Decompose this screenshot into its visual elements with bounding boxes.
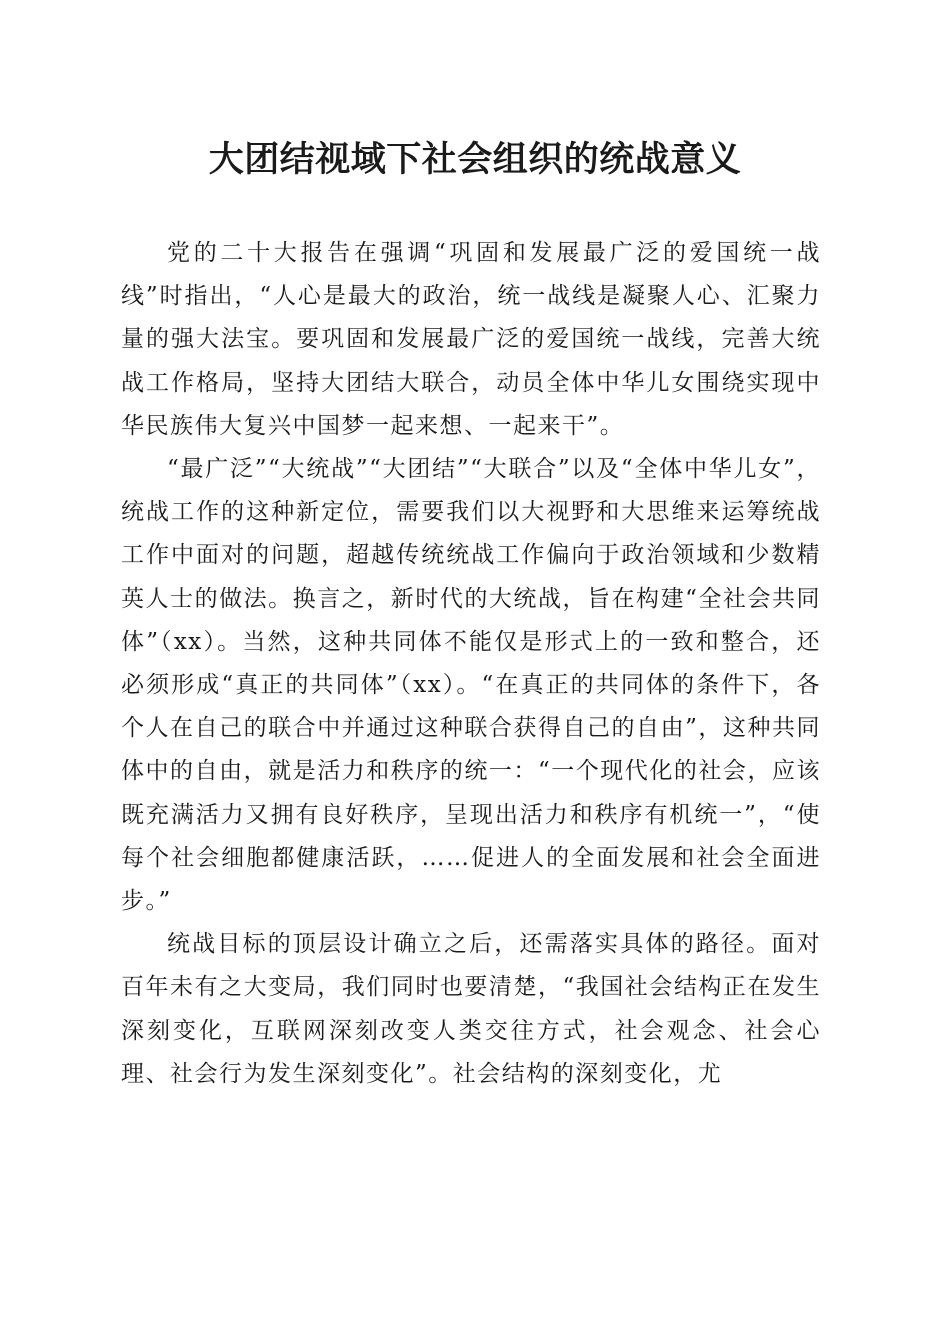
paragraph: 统战目标的顶层设计确立之后，还需落实具体的路径。面对百年未有之大变局，我们同时也要清楚，“我国社会结构正在发生深刻变化，互联网深刻改变人类交往方式，社会观念、社会心理、社会行为发生深刻变化”。社会结构的深刻变化，尤 xyxy=(121,931,821,1087)
document-body xyxy=(121,232,821,1096)
document-title: 大团结视域下社会组织的统战意义 xyxy=(208,139,742,180)
paragraph: “最广泛”“大统战”“大团结”“大联合”以及“全体中华儿女”，统战工作的这种新定位，需要我们以大视野和大思维来运筹统战工作中面对的问题，超越传统统战工作偏向于政治领域和少数精英人士的做法。换言之，新时代的大统战，旨在构建“全社会共同体”（xx）。当然，这种共同体不能仅是形式上的一致和整合，还必须形成“真正的共同体”（xx）。“在真正的共同体的条件下，各个人在自己的联合中并通过这种联合获得自己的自由”，这种共同体中的自由，就是活力和秩序的统一：“一个现代化的社会，应该既充满活力又拥有良好秩序，呈现出活力和秩序有机统一”，“使每个社会细胞都健康活跃，……促进人的全面发展和社会全面进步。” xyxy=(121,456,821,915)
paragraph: 党的二十大报告在强调“巩固和发展最广泛的爱国统一战线”时指出，“人心是最大的政治，统一战线是凝聚人心、汇聚力量的强大法宝。要巩固和发展最广泛的爱国统一战线，完善大统战工作格局，坚持大团结大联合，动员全体中华儿女围绕实现中华民族伟大复兴中国梦一起来想、一起来干”。 xyxy=(121,240,821,439)
